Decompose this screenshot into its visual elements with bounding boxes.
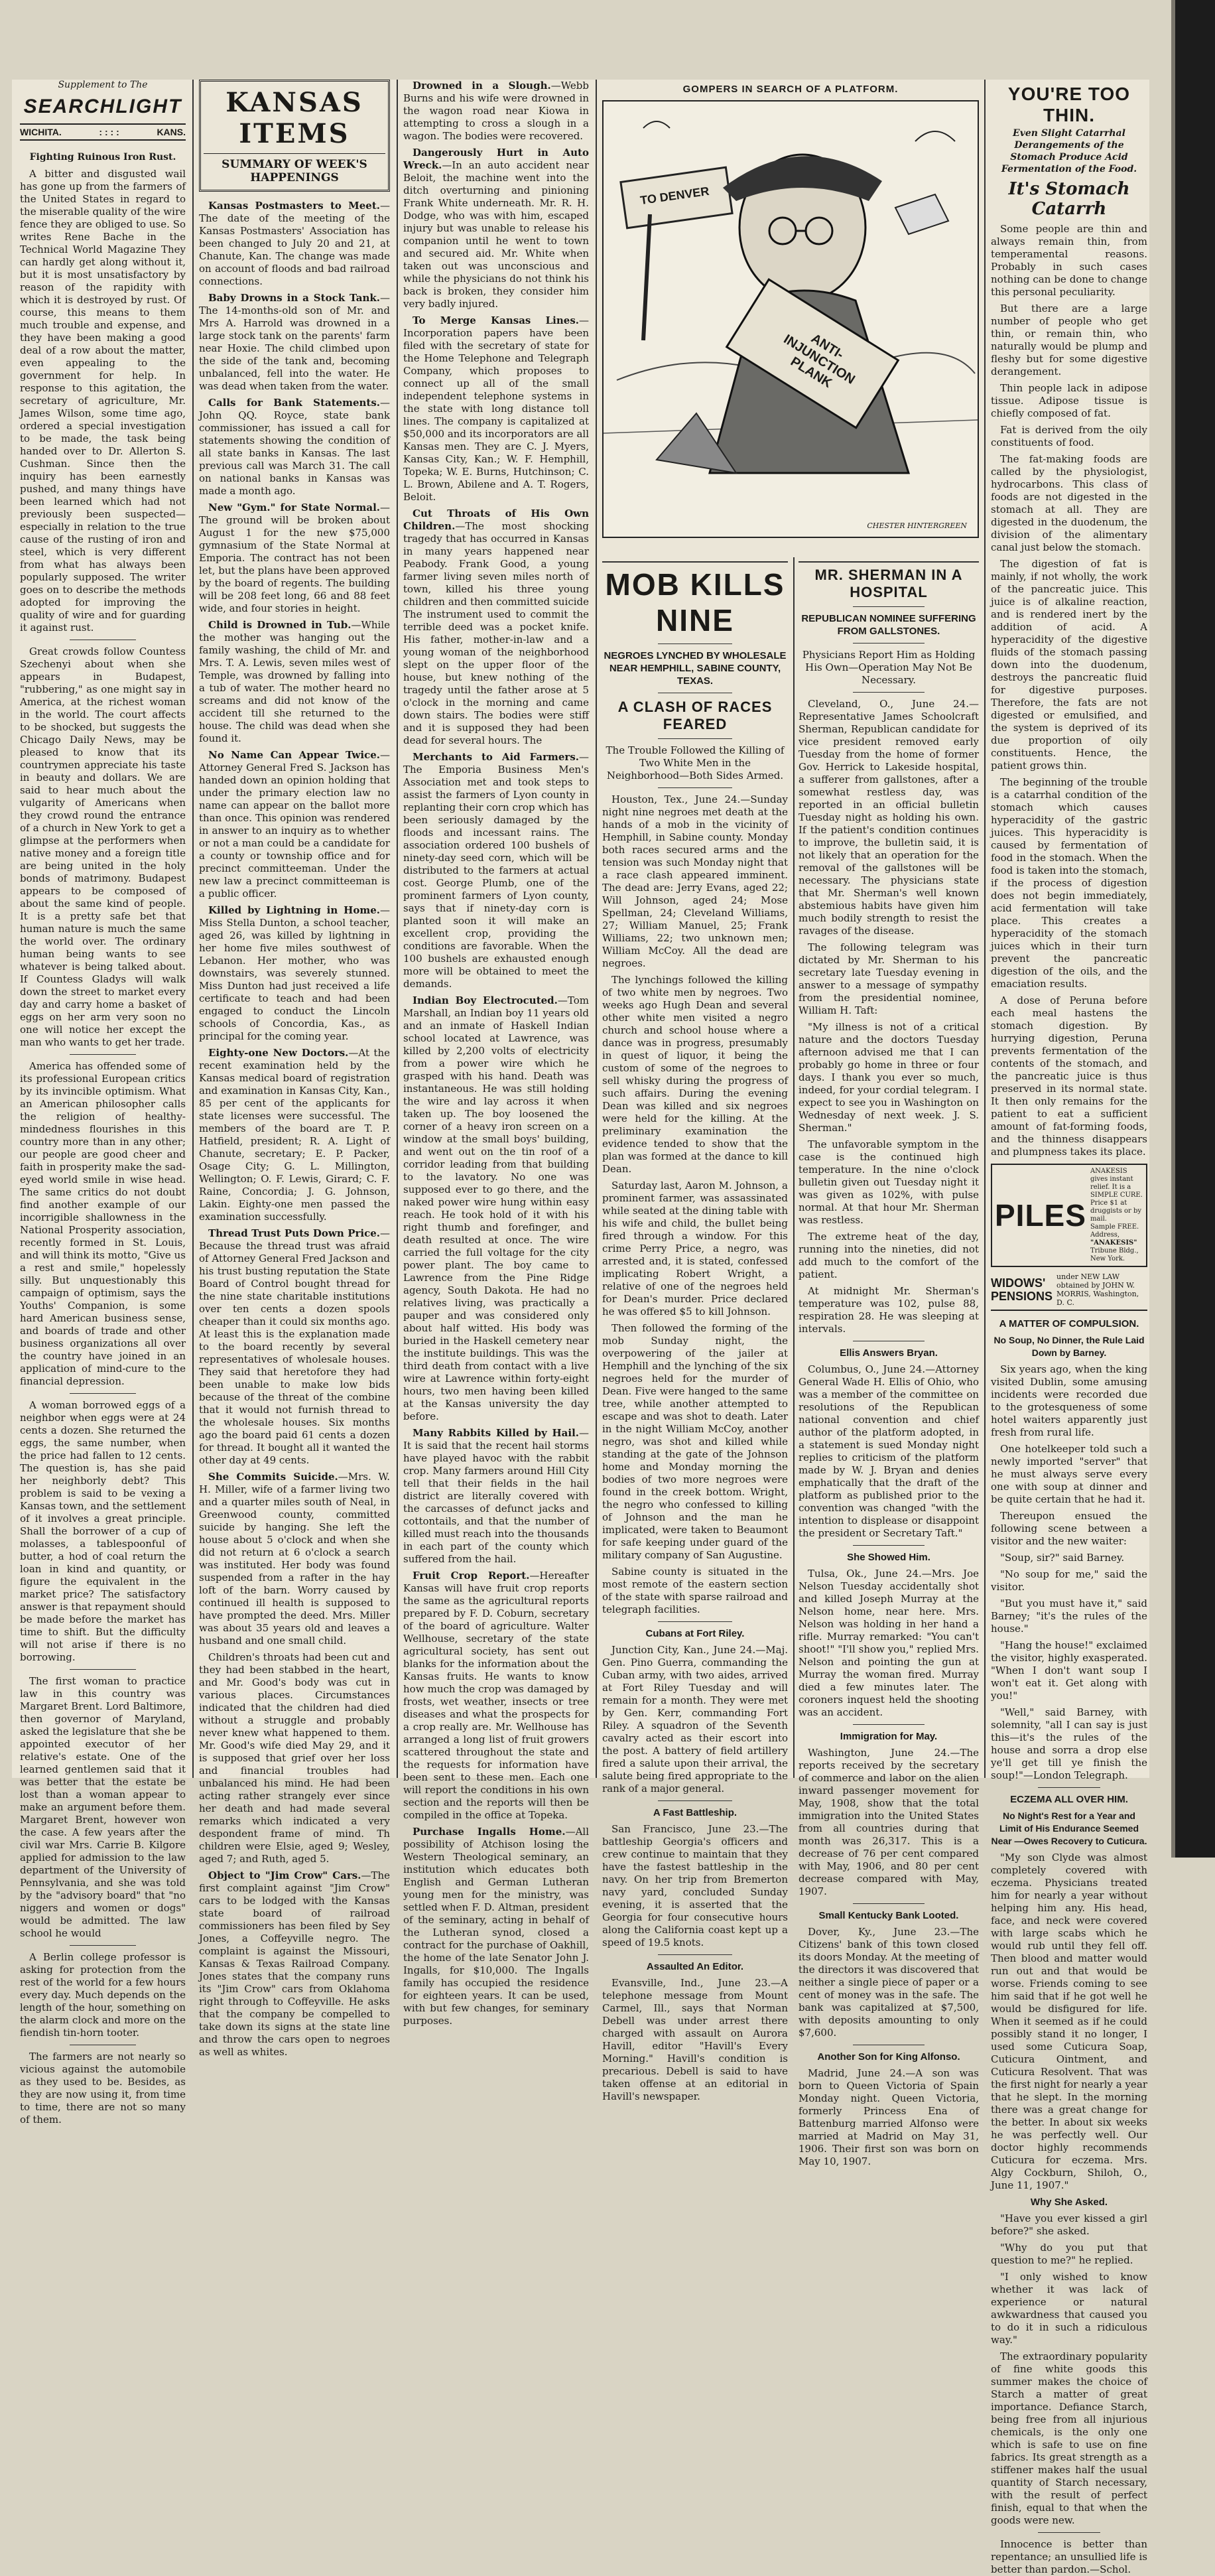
subarticle-headline: Assaulted An Editor.	[646, 1961, 744, 1972]
news-item-lead: Object to "Jim Crow" Cars.	[208, 1869, 361, 1881]
subarticle-headline: She Showed Him.	[847, 1552, 930, 1563]
masthead-sep: : : : :	[99, 127, 119, 137]
ad-deck: Even Slight Catarrhal Derangements of the Stomach Produce Acid Fermentation of the Food.	[1001, 128, 1137, 174]
divider	[853, 1903, 925, 1904]
news-item-text: —The date of the meeting of the Kansas Postmasters' Association has been changed to July 20 and 21, at Chanute, Kan. The change was made on account of floods and bad railroad connections.	[199, 200, 390, 287]
news-item-text: —Miss Stella Dunton, a school teacher, aged 26, was killed by lightning in her home five miles southwest of Lebanon. Her mother, who was downstairs, was severely stunned. Miss Dunton had just received a life certificate to teach and had been engaged to conduct the Lincoln schools of Concordia, Kas., as principal for the coming year.	[199, 904, 390, 1042]
article-paragraph: "Have you ever kissed a girl before?" she asked.	[991, 2212, 1147, 2237]
news-item-text: —Tom Marshall, an Indian boy 11 years old and an inmate of Haskell Indian school located at Lawrence, was killed by 2,200 volts of electricity from a power wire which he grasped with his hand. Death was instantaneous. He was still holding the wire and lay across it when taken up. The boy loosened the corner of a heavy iron screen on a window at the small boys' building, and went out on the tin roof of a corridor leading from that building to the lavatory. No one was supposed ever to go there, and the naked power wire hung within easy reach. He took hold of it with his right thumb and forefinger, and death resulted at once. The wire carried the full voltage for the city power plant. The boy came to Lawrence from the Pine Ridge agency, South Dakota. He had no relatives living, was practically a pauper and was considered only about half witted. His body was buried in the Haskell cemetery near the institute buildings. This was the third death from contact with a live wire at Lawrence within forty-eight hours, two men having been killed at the Kansas university the day before.	[403, 994, 589, 1422]
article-paragraph: Houston, Tex., June 24.—Sunday night nine negroes met death at the hands of a mob in the vicinity of Hemphill, in Sabine county. Monday both races secured arms and the tension was such Monday night that a race clash appeared imminent. The dead are: Jerry Evans, aged 22; Will Johnson, aged 24; Mose Spellman, 24; Cleveland Williams, 27; William Manuel, 25; Frank Williams, 22; two unknown men; William McCoy. All the dead are negroes.	[602, 793, 788, 969]
sherman-subarticles	[799, 1341, 979, 2168]
news-item-lead: No Name Can Appear Twice.	[208, 749, 380, 761]
news-item-lead: Purchase Ingalls Home.	[413, 1826, 566, 1838]
article-paragraph: The fat-making foods are called by the physiologist, hydrocarbons. This class of foods are not digested in the stomach at all. They are digested in the duodenum, the division of the alimentary canal just below the stomach.	[991, 453, 1147, 553]
news-item	[199, 502, 390, 615]
news-item-text: —The first complaint against "Jim Crow" cars to be lodged with the Kansas state board of railroad commissioners has been filed by Sey Jones, a Coffeyville negro. The complaint is against the Missouri, Kansas & Texas Railroad Company. Jones states that the company runs its "Jim Crow" cars from Oklahoma right through to Coffeyville. He asks that the company be compelled to take down its signs at the state line and throw the cars open to negroes as well as whites.	[199, 1869, 390, 2058]
divider	[853, 1724, 925, 1725]
article-paragraph: Fat is derived from the oily constituents of food.	[991, 424, 1147, 448]
subarticle-headline: A Fast Battleship.	[653, 1807, 737, 1818]
kansas-items-banner	[199, 80, 390, 192]
news-item-text: —Because the thread trust was afraid of Attorney General Fred Jackson and his trust busting reputation the State Board of Control bought thread for the nine state charitable institutions over ten cents a dozen spools cheaper than it could six months ago. At least this is the explanation made to the board recently by several representatives of wholesale houses. They said that heretofore they had been unable to make low bids because of the threat of the combine that it would not furnish thread to the wholesale houses. Six months ago the board paid 61 cents a dozen for thread. It bought all it wanted the other day at 49 cents.	[199, 1227, 390, 1466]
news-item-lead: New "Gym." for State Normal.	[208, 502, 380, 513]
news-item-lead: Child is Drowned in Tub.	[208, 619, 352, 631]
article-paragraph: Six years ago, when the king visited Dublin, some amusing incidents were recorded due to the grotesqueness of some hotel waiters apparently just fresh from rural life.	[991, 1363, 1147, 1438]
news-item-lead: Drowned in a Slough.	[413, 80, 551, 92]
mob-subarticles	[602, 1621, 788, 2103]
divider	[658, 738, 732, 739]
masthead	[20, 80, 186, 141]
article-paragraph: Some people are thin and always remain thin, from temperamental reasons. Probably in such cases nothing can be done to change this personal peculiarity.	[991, 223, 1147, 298]
news-item	[199, 397, 390, 498]
piles-line-5: Tribune Bldg., New York.	[1090, 1247, 1139, 1262]
news-item-lead: Merchants to Aid Farmers.	[413, 751, 579, 763]
column-rule	[192, 80, 194, 1778]
starch-paragraph: The extraordinary popularity of fine white goods this summer makes the choice of Starch a matter of great importance. Defiance Starch, being free from all injurious chemicals, is the only one which is safe to use on fine fabrics. Its great strength as a stiffener makes half the usual quantity of Starch necessary, with the result of perfect finish, equal to that when the goods were new.	[991, 2350, 1147, 2526]
eczema-headline: ECZEMA ALL OVER HIM.	[1010, 1794, 1128, 1805]
news-item	[403, 80, 589, 143]
divider	[658, 1621, 732, 1622]
ad-title-2: It's Stomach Catarrh	[1008, 179, 1130, 219]
article-paragraph: The digestion of fat is mainly, if not wholly, the work of the pancreatic juice. This juice is of alkaline reaction, and is rendered inert by the addition of acid. A hyperacidity of the digestive fluids of the stomach passing down into the duodenum, destroys the pancreatic fluid for digestive purposes. Therefore, the fats are not digested or emulsified, and the system is deprived of its due proportion of oily constituents. Hence, the patient grows thin.	[991, 558, 1147, 772]
news-item-lead: Cut Throats of His Own Children.	[403, 508, 589, 532]
divider	[658, 1800, 732, 1801]
article-paragraph: The extreme heat of the day, running into the nineties, did not add much to the comfort of the patient.	[799, 1231, 979, 1280]
masthead-city: WICHITA.	[20, 127, 62, 137]
cartoon-caption: GOMPERS IN SEARCH OF A PLATFORM.	[682, 84, 899, 95]
news-item-text: —John QQ. Royce, state bank commissioner, has issued a call for statements showing the condition of all state banks in Kansas. The last previous call was March 31. The call on national banks in Kansas was made a month ago.	[199, 397, 390, 497]
news-item	[199, 904, 390, 1043]
subarticle-paragraph: Washington, June 24.—The reports received by the secretary of commerce and labor on the alien inward passenger movement for May, 1908, show that the total immigration into the United States from all countries during that month was 26,317. This is a decrease of 76 per cent compared with May, 1906, and 80 per cent decrease compared with May, 1907.	[799, 1747, 979, 1897]
news-item-lead: Thread Trust Puts Down Price.	[208, 1227, 380, 1239]
news-item-text: —The 14-months-old son of Mr. and Mrs A. Harrold was drowned in a large stock tank on the parents' farm near Hoxie. The child climbed upon the side of the tank and, becoming unbalanced, fell into the water. He was dead when taken from the water.	[199, 292, 390, 392]
news-item	[199, 749, 390, 900]
article-paragraph: "No soup for me," said the visitor.	[991, 1568, 1147, 1593]
news-item	[403, 147, 589, 310]
article-paragraph: A dose of Peruna before each meal hastens the stomach digestion. By hurrying digestion, Peruna prevents fermentation of the contents of the stomach, and the pancreatic juice is thus preserved in its normal state. It then only remains for the patient to eat a sufficient amount of fat-forming foods, and the thinness disappears and plumpness takes its place.	[991, 994, 1147, 1158]
divider	[853, 643, 925, 644]
kansas-items-list	[199, 200, 390, 2059]
divider	[1038, 1787, 1100, 1788]
news-item	[199, 200, 390, 288]
news-item	[199, 292, 390, 393]
news-item-text: —In an auto accident near Beloit, the machine went into the ditch overturning and pinioning Frank White underneath. Mr. R. H. Dodge, who was with him, escaped injury but was unable to release his companion until he went to town and secured aid. Mr. White when taken out was unconscious and while the physicians do not think his back is broken, they consider him very badly injured.	[403, 159, 589, 310]
ad-body	[991, 223, 1147, 1158]
news-item	[199, 1047, 390, 1223]
mob-deck-3: The Trouble Followed the Killing of Two White Men in the Neighborhood—Both Sides Armed.	[606, 744, 785, 781]
news-item	[199, 1227, 390, 1467]
innocence-paragraph: Innocence is better than repentance; an unsullied life is better than pardon.—Schol.	[991, 2538, 1147, 2575]
article-paragraph: "But you must have it," said Barney; "it's the rules of the house."	[991, 1597, 1147, 1635]
pensions-text: under NEW LAW obtained by JOHN W. MORRIS, Washington, D. C.	[1056, 1272, 1139, 1307]
article-paragraph: Cleveland, O., June 24.—Representative James Schoolcraft Sherman, Republican candidate for vice president removed early Tuesday from the home of former Gov. Herrick to Lakeside hospital, a sufferer from gallstones, after a somewhat restless day, was reported in an official bulletin Tuesday night as holding his own. If the patient's condition continues to improve, the bulletin said, it is not likely that an operation for the removal of the gallstones will be necessary. The physicians state that Mr. Sherman's well known abstemious habits have given him much bodily strength to resist the ravages of the disease.	[799, 698, 979, 937]
divider	[70, 1945, 136, 1946]
article-paragraph: The first woman to practice law in this country was Margaret Brent. Lord Baltimore, then governor of Maryland, asked the legislature that she be appointed executor of her relative's estate. One of the learned gentlemen said that it was better that the estate be lost than a woman appear to make an argument before them. Margaret Brent, however won the case. A few years after the civil war Mrs. Carrie B. Kilgore applied for admission to the law department of the University of Pennsylvania, and she was told by the "advisory board" that "no niggers and women or dogs" would be admitted. The law school he would	[20, 1675, 186, 1939]
news-item-lead: Many Rabbits Killed by Hail.	[413, 1427, 579, 1439]
piles-word: PILES	[995, 1198, 1086, 1233]
news-item-lead: Killed by Lightning in Home.	[208, 904, 380, 916]
news-item	[403, 1427, 589, 1566]
eczema-body	[991, 1852, 1147, 2192]
news-item	[403, 1826, 589, 2027]
news-item	[199, 1869, 390, 2059]
masthead-state: KANS.	[157, 127, 186, 137]
sherman-deck-1: REPUBLICAN NOMINEE SUFFERING FROM GALLSTONES.	[801, 613, 976, 637]
cartoon-plank-text: ANTI-INJUNCTION PLANK	[781, 331, 858, 391]
news-item-text: —Hereafter Kansas will have fruit crop reports the same as the agricultural reports prepared by F. D. Coburn, secretary of the board of agriculture. Walter Wellhouse, secretary of the state agricultural society, has sent out blanks for the information about the Kansas fruits. He wants to know how much the crop was damaged by frosts, wet weather, insects or tree diseases and what the prospects for a crop really are. Mr. Wellhouse has arranged a long list of fruit growers scattered throughout the state and the requests for information have been sent to these men. Each one will report the conditions in his own section and the reports will then be compiled in the office at Topeka.	[403, 1570, 589, 1821]
news-item-text: —All possibility of Atchison losing the Western Theological seminary, an institution which educates both English and German Lutheran young men for the ministry, was settled when F. D. Altman, president of the seminary, acting in behalf of the Lutheran synod, closed a contract for the purchase of Oakhill, the home of the late Senator John J. Ingalls, for $10,000. The Ingalls family has occupied the residence for eighteen years. It can be used, with but few changes, for seminary purposes.	[403, 1826, 589, 2027]
article-paragraph: One hotelkeeper told such a newly imported "server" that he must always serve every one with soup at dinner and be quite certain that he had it.	[991, 1443, 1147, 1505]
sherman-body	[799, 698, 979, 1335]
news-item-text: Children's throats had been cut and they had been stabbed in the heart, and Mr. Good's body was cut in various places. Circumstances indicated that the children had died without a struggle and probably never knew what happened to them. Mr. Good's wife died May 29, and it is supposed that grief over her loss and financial troubles had unbalanced his mind. He had been acting rather strangely ever since her death and had made several remarks which indicated a very despondent frame of mind. Th children were Elsie, aged 9; Wesley, aged 7; and Ruth, aged 5.	[199, 1651, 390, 1865]
why-body	[991, 2212, 1147, 2346]
news-item	[403, 751, 589, 990]
news-item	[403, 994, 589, 1423]
subarticle-paragraph: Tulsa, Ok., June 24.—Mrs. Joe Nelson Tuesday accidentally shot and killed Joseph Murray at the Nelson home, near here. Mrs. Nelson was holding in her hand a rifle. Murray remarked: "You can't shoot!" "I'll show you," replied Mrs. Nelson and pointing the gun at Murray the woman fired. Murray died a few minutes later. The coroners inquest held the shooting was an accident.	[799, 1568, 979, 1718]
piles-line-3: Sample FREE. Address,	[1090, 1223, 1139, 1239]
news-item-lead: She Commits Suicide.	[208, 1471, 338, 1483]
divider	[853, 606, 925, 607]
article-paragraph: Thereupon ensued the following scene between a visitor and the new waiter:	[991, 1510, 1147, 1547]
article-paragraph: A Berlin college professor is asking for protection from the rest of the world for a few hours every day. Much depends on the length of the hour, something on the alarm clock and more on the fiendish tin-horn tooter.	[20, 1951, 186, 2039]
cartoon-block	[602, 80, 979, 557]
subarticle-paragraph: Columbus, O., June 24.—Attorney General Wade H. Ellis of Ohio, who was a member of the committee on resolutions of the Republican national convention and chief author of the platform adopted, in a statement is sued Monday night replies to criticism of the platform made by W. J. Bryan and denies emphatically that the draft of the platform as published prior to the convention was changed "with the intention to displease or disappoint the president or Secretary Taft."	[799, 1363, 979, 1539]
masthead-supplement: Supplement to The	[58, 80, 148, 90]
column-rule	[984, 80, 986, 1778]
piles-ad	[991, 1164, 1147, 1267]
column-6	[991, 80, 1147, 2575]
divider	[70, 1393, 136, 1394]
news-item	[199, 619, 390, 745]
eczema-deck: No Night's Rest for a Year and Limit of His Endurance Seemed Near —Owes Recovery to Cuticura.	[991, 1810, 1147, 1846]
news-item-text: —Attorney General Fred S. Jackson has handed down an opinion holding that under the primary election law no name can appear on the ballot more than once. This opinion was rendered in answer to an inquiry as to whether or not a man could be a candidate for a county or township office and for precinct committeeman. Under the new law a precinct committeeman is a public officer.	[199, 749, 390, 900]
pensions-ad	[991, 1272, 1147, 1311]
divider	[70, 1054, 136, 1055]
article-paragraph: Sabine county is situated in the most remote of the eastern section of the state with sparse railroad and telegraph facilities.	[602, 1566, 788, 1615]
news-item-text: —Incorporation papers have been filed with the secretary of state for the Home Telephone and Telegraph Company, which proposes to connect up all of the small independent telephone systems in the state with long distance toll lines. The company is capitalized at $50,000 and its incorporators are all Kansas men. They are C. J. Myers, Kansas City, Kan.; W. F. Hemphill, Topeka; W. E. Burns, Hutchinson; C. L. Brown, Abilene and A. T. Rogers, Beloit.	[403, 314, 589, 503]
news-item-text: —Mrs. W. H. Miller, wife of a farmer living two and a quarter miles south of Neal, in Greenwood county, committed suicide by hanging. She left the house about 5 o'clock and when she did not return at 6 o'clock a search was instituted. Her body was found suspended from a rafter in the hay loft of the barn. Worry caused by continued ill health is supposed to have prompted the deed. Mrs. Miller was about 35 years old and leaves a husband and one small child.	[199, 1471, 390, 1647]
pensions-word-1: WIDOWS'	[991, 1276, 1046, 1290]
ad-headline: YOU'RE TOO THIN.	[1007, 84, 1131, 125]
article-paragraph: "Why do you put that question to me?" he replied.	[991, 2242, 1147, 2266]
masthead-paper: SEARCHLIGHT	[23, 96, 182, 117]
article-paragraph: But there are a large number of people who get thin, or remain thin, who naturally would be plump and fleshy but for some digestive derangement.	[991, 303, 1147, 377]
article-paragraph: The unfavorable symptom in the case is the continued high temperature. In the nine o'clock bulletin given out Tuesday night it was given as 102%, with pulse normal. At that hour Mr. Sherman was restless.	[799, 1138, 979, 1226]
column-3	[403, 80, 589, 2027]
article-paragraph: "My illness is not of a critical nature and the doctors Tuesday afternoon advised me that I can probably go home in three or four days. I thank you ever so much, indeed, for your cordial telegram. I expect to see you in Washington on Wednesday of next week. J. S. Sherman."	[799, 1021, 979, 1134]
article-paragraph: A bitter and disgusted wail has gone up from the farmers of the United States in regard to the miserable quality of the wire fence they are obliged to use. So writes Rene Bache in the Technical World Magazine They can hardly get along without it, but it is most unsatisfactory by reason of the rapidity with which it is destroyed by rust. Of course, this means to them much trouble and expense, and they have been making a good deal of a row about the matter, even appealing to the government for help. In response to this agitation, the secretary of agriculture, Mr. James Wilson, some time ago, ordered a special investigation to be made, the task being handed over to Dr. Allerton S. Cushman. Since then the inquiry has been earnestly pushed, and many things have been learned which had not previously been suspected—especially in relation to the true cause of the rusting of iron and steel, which is very different from what has always been popularly supposed. The writer goes on to describe the methods adopted for improving the quality of wire and for guarding it against rust.	[20, 168, 186, 634]
news-item-text: —While the mother was hanging out the family washing, the child of Mr. and Mrs. T. A. Lewis, seven miles west of Temple, was drowned by falling into a tub of water. The mother heard no screams and did not know of the accident till she returned to the house. The child was dead when she found it.	[199, 619, 390, 744]
news-item-lead: Dangerously Hurt in Auto Wreck.	[403, 147, 589, 171]
news-item-lead: To Merge Kansas Lines.	[413, 314, 579, 326]
cartoon-sign-text: TO DENVER	[639, 184, 710, 208]
divider	[658, 1954, 732, 1955]
article-paragraph: "I only wished to know whether it was lack of experience or natural awkwardness that caused you to do it in such a ridiculous way."	[991, 2271, 1147, 2346]
newspaper-page	[12, 80, 1149, 2575]
mob-body	[602, 793, 788, 1616]
news-item	[403, 508, 589, 747]
subarticle-paragraph: San Francisco, June 23.—The battleship Georgia's officers and crew continue to maintain that they have the fastest battleship in the navy. On her trip from Bremerton navy yard, concluded Sunday evening, it is asserted that the Georgia for four consecutive hours along the California coast kept up a speed of 19.5 knots.	[602, 1823, 788, 1948]
article-paragraph: America has offended some of its professional European critics by its invincible optimism. What an American philosopher calls the religion of healthy-mindedness flourishes in this country more than in any other; our people are good cheer and faith in prosperity make the sad-eyed world smile in wise head. The same critics do not doubt find another example of our incorrigible shallowness in the National Prosperity association, recently formed in St. Louis, and will think its motto, "Give us a rest and smile," hopelessly silly. But unquestionably this campaign of optimism, says the Youths' Companion, is some hard American business sense, and boards of trade and other business organizations all over the country have joined in an application of mind-cure to the financial depression.	[20, 1060, 186, 1387]
compulsion-headline: A MATTER OF COMPULSION.	[999, 1318, 1139, 1329]
divider	[853, 1545, 925, 1546]
piles-line-4: "ANAKESIS"	[1090, 1239, 1137, 1247]
sherman-headline: MR. SHERMAN IN A HOSPITAL	[814, 567, 963, 600]
column-rule	[793, 557, 795, 1778]
news-item-lead: Calls for Bank Statements.	[208, 397, 380, 409]
article-paragraph: At midnight Mr. Sherman's temperature was 102, pulse 88, respiration 28. He was sleeping at intervals.	[799, 1285, 979, 1335]
article-headline: Fighting Ruinous Iron Rust.	[29, 152, 176, 163]
column-4	[602, 557, 788, 2102]
divider	[70, 1669, 136, 1670]
article-paragraph: Saturday last, Aaron M. Johnson, a prominent farmer, was assassinated while seated at the dining table with his wife and child, the bullet being fired through a window. For this crime Perry Price, a negro, was arrested and, it is stated, confessed implicating Robert Wright, a relative of one of the negroes held for Dean's murder. Price declared he was offered $5 to kill Johnson.	[602, 1180, 788, 1318]
article-paragraph: "Hang the house!" exclaimed the visitor, highly exasperated. "When I don't want soup I won't eat it. Get along with you!"	[991, 1639, 1147, 1702]
subarticle-headline: Immigration for May.	[840, 1731, 938, 1742]
kansas-items-list-2	[403, 80, 589, 2027]
column-2	[199, 80, 390, 2058]
article-paragraph: Thin people lack in adipose tissue. Adipose tissue is chiefly composed of fat.	[991, 382, 1147, 419]
article-paragraph: "Well," said Barney, with solemnity, "all I can say is just this—it's the rules of the house and sorra a drop else ye'll get till ye finish the soup!"—London Telegraph.	[991, 1706, 1147, 1781]
divider	[658, 787, 732, 788]
mob-deck-2: A CLASH OF RACES FEARED	[617, 699, 773, 732]
rule	[602, 561, 788, 563]
article-paragraph: "My son Clyde was almost completely covered with eczema. Physicians treated him for nearly a year without helping him any. His head, face, and neck were covered with large scabs which he would rub until they fell off. Then blood and matter would run out and that would be worse. Friends coming to see him said that if he got well he would be disfigured for life. When it seemed as if he could possibly stand it no longer, I used some Cuticura Soap, Cuticura Ointment, and Cuticura Resolvent. That was the first night for nearly a year that he slept. In the morning there was a great change for the better. In about six weeks he was perfectly well. Our doctor highly recommends Cuticura for eczema. Mrs. Algy Cockburn, Shiloh, O., June 11, 1907."	[991, 1852, 1147, 2191]
news-item-text: —The most shocking tragedy that has occurred in Kansas in many years happened near Peabody. Frank Good, a young farmer living seven miles north of town, killed his three young children and then committed suicide The instrument used to commit the terrible deed was a pocket knife. His father, mother-in-law and a young woman of the neighborhood slept on the upper floor of the house, but knew nothing of the tragedy until the father arose at 5 o'clock in the morning and came down stairs. The bodies were stiff and it is supposed they had been dead for several hours. The	[403, 520, 589, 746]
subarticle-paragraph: Dover, Ky., June 23.—The Citizens' bank of this town closed its doors Monday. At the meeting of the directors it was discovered that neither a single piece of paper or a cent of money was in the safe. The bank was capitalized at $7,500, with deposits amounting to only $7,600.	[799, 1926, 979, 2039]
news-item-lead: Eighty-one New Doctors.	[208, 1047, 349, 1059]
news-item-lead: Fruit Crop Report.	[413, 1570, 530, 1582]
news-item-text: —It is said that the recent hail storms have played havoc with the rabbit crop. Many farmers around Hill City tell that their fields in the hail district are literally covered with the carcasses of defunct jacks and cottontails, and that the number of killed must reach into the thousands in each part of the county which suffered from the hail.	[403, 1427, 589, 1565]
subarticle-headline: Cubans at Fort Riley.	[645, 1628, 745, 1639]
news-item	[403, 314, 589, 504]
rule	[799, 561, 979, 563]
article-paragraph: "Soup, sir?" said Barney.	[1000, 1552, 1125, 1564]
compulsion-body	[991, 1363, 1147, 1782]
article-paragraph: The farmers are not nearly so vicious against the automobile as they used to be. Besides, as they are now using it, from time to time, there are not so many of them.	[20, 2051, 186, 2126]
pensions-word-2: PENSIONS	[991, 1290, 1053, 1303]
news-item-lead: Indian Boy Electrocuted.	[413, 994, 558, 1006]
sherman-deck-2: Physicians Report Him as Holding His Own—Operation May Not Be Necessary.	[802, 649, 976, 686]
subarticle-headline: Ellis Answers Bryan.	[840, 1347, 938, 1359]
news-item-text: —The Emporia Business Men's Association met and took steps to assist the farmers of Lyon county in replanting their corn crop which has been seriously damaged by the floods and incessant rains. The association ordered 100 bushels of ninety-day seed corn, which will be distributed to the farmers at actual cost. George Plumb, one of the prominent farmers of Lyon county, says that if ninety-day corn is planted soon it will make an excellent crop, providing the conditions are favorable. When the 100 bushels are exhausted enough more will be obtained to meet the demands.	[403, 751, 589, 990]
subarticle-headline: Another Son for King Alfonso.	[817, 2051, 960, 2063]
news-item-lead: Baby Drowns in a Stock Tank.	[208, 292, 380, 304]
news-item	[199, 1651, 390, 1865]
news-item-text: —At the recent examination held by the Kansas medical board of registration and examination in Kansas City, Kan., 85 per cent of the applicants for state licenses were successful. The members of the board are T. P. Hatfield, president; R. A. Light of Chanute, secretary; E. P. Packer, Osage City; G. L. Millington, Wellington; O. F. Lewis, Girard; C. F. Raine, Concordia; J. G. Johnson, Lakin. Eighty-one men passed the examination successfully.	[199, 1047, 390, 1223]
subarticle-paragraph: Madrid, June 24.—A son was born to Queen Victoria of Spain Monday night. Queen Victoria, formerly Princess Ena of Battenburg married Alfonso were married at Madrid on May 31, 1906. Their first son was born on May 10, 1907.	[799, 2067, 979, 2167]
article-paragraph: Then followed the forming of the mob Sunday night, the overpowering of the jailer at Hemphill and the lynching of the six negroes held for the murder of Dean. Five were hanged to the same tree, while another attempted to escape and was shot to death. Later in the night William McCoy, another negro, was shot and killed while standing at the gate of the Johnson home and Monday morning the bodies of two more negroes were found in the creek bottom. Wright, the negro who confessed to killing of Johnson and the man he implicated, were taken to Beaumont for safe keeping under guard of the military company of San Augustine.	[602, 1322, 788, 1561]
column-rule	[397, 80, 398, 1778]
mob-headline: MOB KILLS NINE	[605, 567, 785, 638]
article-paragraph: A woman borrowed eggs of a neighbor when eggs were at 24 cents a dozen. She returned the eggs, the same number, when the price had fallen to 12 cents. The question is, has she paid her neighborly debt? This problem is said to be vexing a Kansas town, and the settlement of it involves a great principle. Shall the borrower of a cup of molasses, a tablespoonful of butter, a hod of coal return the loan in kind and quantity, or figure the equivalent in the market price? The satisfactory answer is that repayment should be made before the market has time to shift. But the difficulty will not arise if there is no borrowing.	[20, 1399, 186, 1663]
news-item	[199, 1471, 390, 1647]
cartoon-signature: CHESTER HINTERGREEN	[867, 521, 967, 530]
mob-deck-1: NEGROES LYNCHED BY WHOLESALE NEAR HEMPHILL, SABINE COUNTY, TEXAS.	[604, 650, 787, 687]
news-item	[403, 1570, 589, 1822]
column-1	[20, 80, 186, 2126]
article-paragraph: The beginning of the trouble is a catarrhal condition of the stomach which causes hyperacidity of the gastric juices. This hyperacidity is caused by fermentation of food in the stomach. When the food is taken into the stomach, if the process of digestion does not begin immediately, acid fermentation will take place. This creates a hyperacidity of the stomach juices which in their turn prevent the pancreatic digestion of the oils, and the emaciation results.	[991, 776, 1147, 990]
column-rule	[596, 80, 597, 1778]
divider	[1038, 2532, 1100, 2533]
banner-title: KANSAS ITEMS	[225, 87, 363, 149]
why-headline: Why She Asked.	[1030, 2197, 1108, 2208]
subarticle-paragraph: Evansville, Ind., June 23.—A telephone message from Mount Carmel, Ill., says that Norman Debell was under arrest there charged with assault on Aurora Havill, editor "Havill's Every Morning." Havill's condition is precarious. Debell is said to have taken offense at an editorial in Havill's newspaper.	[602, 1977, 788, 2102]
page-edge	[1175, 0, 1215, 1858]
piles-line-2: Price $1 at druggists or by mail.	[1090, 1199, 1142, 1223]
subarticle-paragraph: Junction City, Kan., June 24.—Maj. Gen. Pino Guerra, commanding the Cuban army, with two aides, arrived at Fort Riley Tuesday and will remain for a month. They were met by Gen. Kerr, commanding Fort Riley. A squadron of the Seventh cavalry acted as their escort into the post. A battery of field artillery fired a salute upon their arrival, the salute being fired appropriate to the rank of a major general.	[602, 1644, 788, 1795]
article-paragraph: The lynchings followed the killing of two white men by negroes. Two weeks ago Hugh Dean and several other white men visited a negro church and school house where a dance was in progress, presumably in quest of liquor, it being the custom of some of the negroes to sell whisky during the progress of such affairs. During the evening Dean was killed and six negroes were held for the killing. At the preliminary examination the evidence tended to show that the plan was formed at the dance to kill Dean.	[602, 974, 788, 1175]
banner-subtitle: SUMMARY OF WEEK'S HAPPENINGS	[204, 153, 385, 184]
subarticle-headline: Small Kentucky Bank Looted.	[818, 1910, 959, 1921]
divider	[853, 692, 925, 693]
piles-line-1: ANAKESIS gives instant relief. It is a SIMPLE CURE.	[1090, 1168, 1143, 1199]
cartoon-illustration	[602, 100, 979, 538]
news-item-text: —Webb Burns and his wife were drowned in the wagon road near Kiowa in attempting to cross a slough in a wagon. The bodies were recovered.	[403, 80, 589, 142]
compulsion-deck: No Soup, No Dinner, the Rule Laid Down by Barney.	[993, 1335, 1145, 1358]
news-item-text: —The ground will be broken about August 1 for the new $75,000 gymnasium of the State Normal at Emporia. The contract has not been let, but the plans have been approved by the board of regents. The building will be 208 feet long, 66 and 88 feet wide, and four stories in height.	[199, 502, 390, 614]
news-item-lead: Kansas Postmasters to Meet.	[208, 200, 380, 212]
article-paragraph: The following telegram was dictated by Mr. Sherman to his secretary late Tuesday evening in answer to a message of sympathy from the presidential nominee, William H. Taft:	[799, 941, 979, 1016]
article-paragraph: Great crowds follow Countess Szechenyi about when she appears in Budapest, "rubbering," as one might say in America, at the richest woman in the world. The court affects to be shocked, but suggests the Chicago Daily News, may be pleased to know that its countrymen appreciate his taste in beauty and dollars. We are said to hear much about the vulgarity of Americans when they crowd round the entrance of a church in New York to get a glimpse at the performers when native money and a foreign title are being united in the holy bonds of matrimony. Budapest appears to be composed of about the same kind of people. It is a pretty safe bet that human nature is much the same the world over. The ordinary human being wants to see whatever is being talked about. If Countess Gladys will walk down the street to market every day and carry home a basket of eggs on her arm very soon no one will notice her except the man who wants to get her trade.	[20, 645, 186, 1048]
column-5	[799, 557, 979, 2167]
